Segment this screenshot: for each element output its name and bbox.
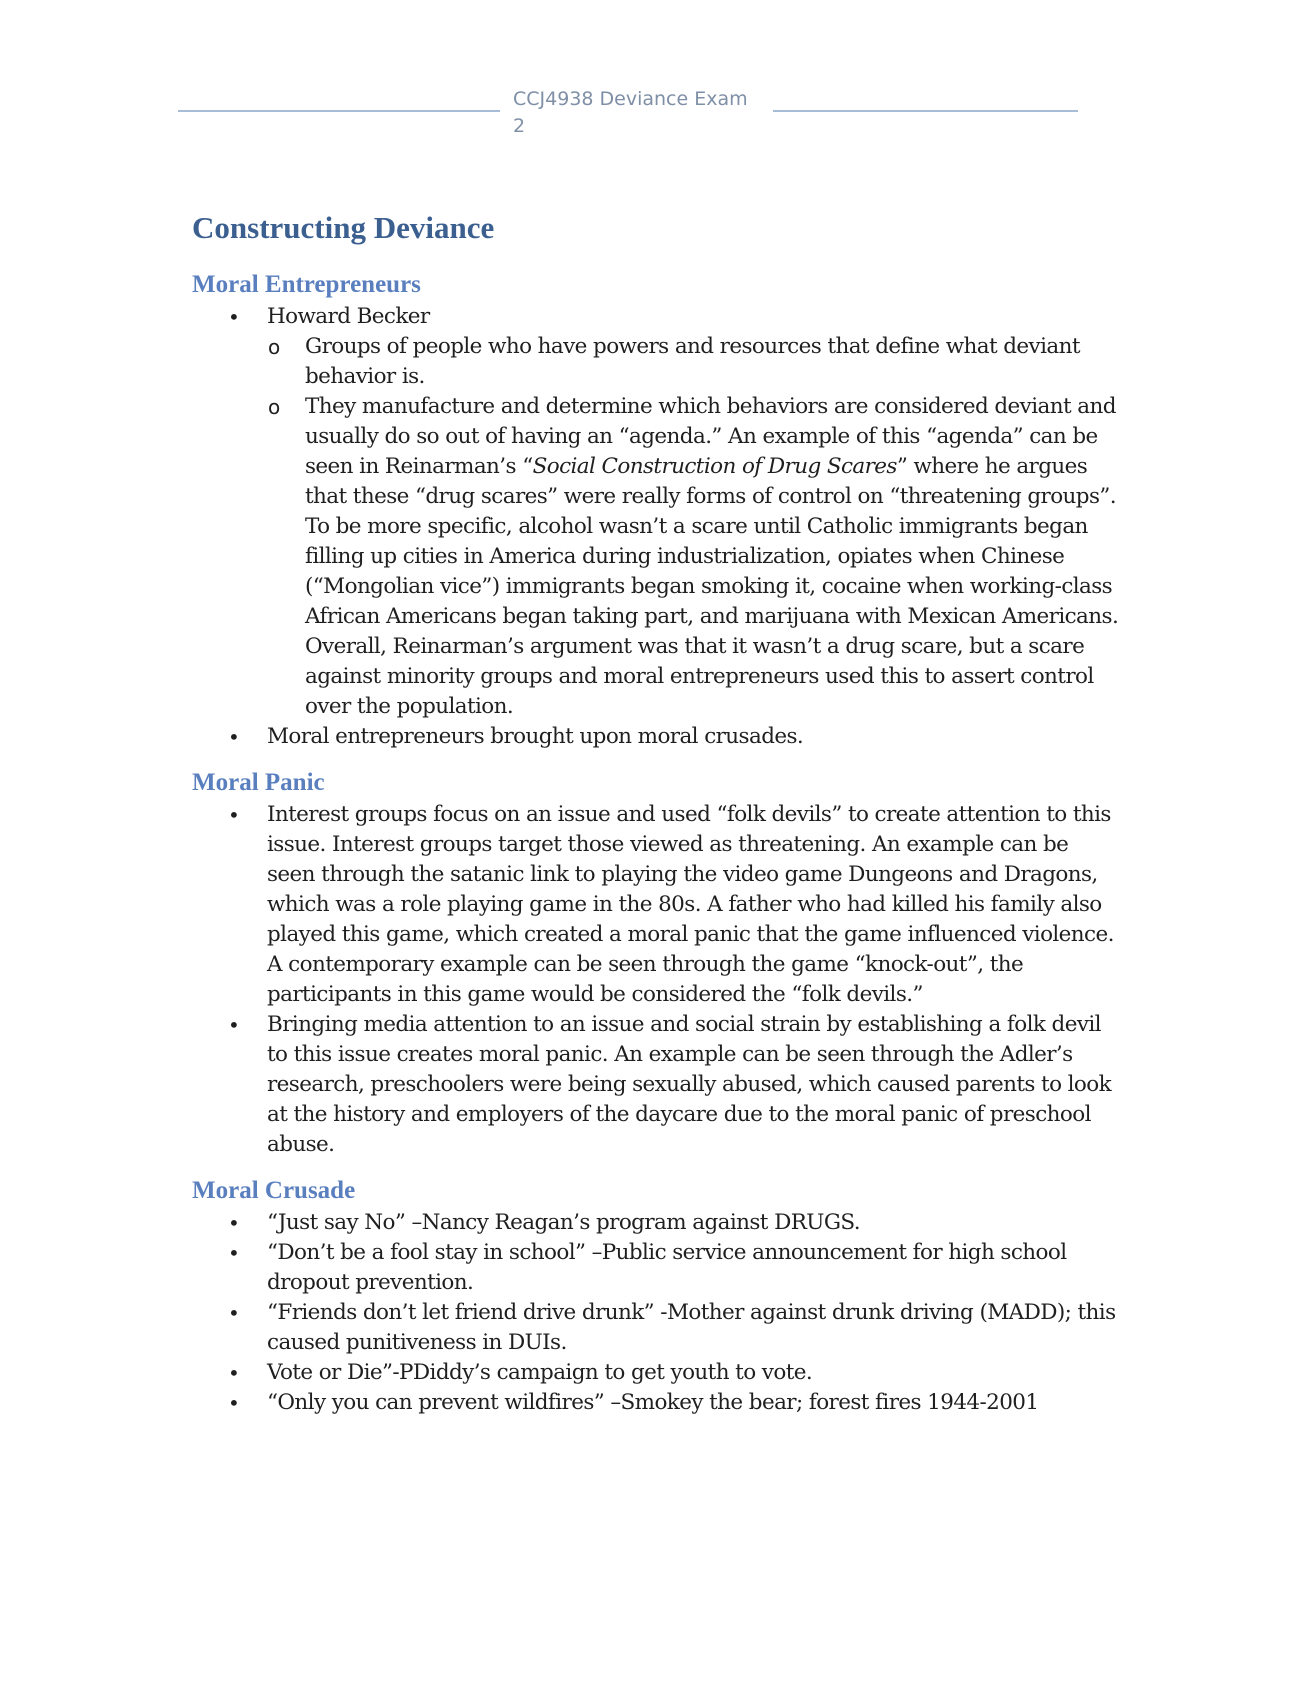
list-item: • Moral entrepreneurs brought upon moral crusades. [192,722,1122,752]
section-moral-panic [192,766,1122,1160]
list-item: • “Just say No” –Nancy Reagan’s program against DRUGS. [192,1208,1122,1238]
section-heading: Moral Entrepreneurs [192,271,421,298]
list-item: • “Don’t be a fool stay in school” –Public service announcement for high school dropout prevention. [192,1238,1122,1298]
page-header [178,86,1078,146]
section-heading: Moral Panic [192,769,325,796]
list-item: • “Friends don’t let friend drive drunk” -Mother against drunk driving (MADD); this caused punitiveness in DUIs. [192,1298,1122,1358]
bullet-list [192,800,1122,1160]
section-heading: Moral Crusade [192,1177,356,1204]
section-moral-entrepreneurs [192,268,1122,752]
bullet-list [192,302,1122,752]
section-moral-crusade [192,1174,1122,1418]
list-item: • Interest groups focus on an issue and used “folk devils” to create attention to this issue. Interest groups target those viewed as threatening. An example can be seen through the satanic link to playing the video game Dungeons and Dragons, which was a role playing game in the 80s. A father who had killed his family also played this game, which created a moral panic that the game influenced violence. A contemporary example can be seen through the game “knock-out”, the participants in this game would be considered the “folk devils.” [192,800,1122,1010]
header-rule-right [773,110,1078,112]
sub-list-item-text: They manufacture and determine which behaviors are considered deviant and usually do so out of having an “agenda.” An example of this “agenda” can be seen in Reinarman’s “ [305,394,1116,479]
sub-list-item [192,392,1122,722]
document-title: Constructing Deviance [192,210,495,245]
bullet-list [192,1208,1122,1418]
italic-title: Social Construction of Drug Scares [532,454,897,479]
list-item-text: Howard Becker [267,304,430,329]
sub-bullet-list [192,332,1122,722]
sub-list-item-text: ” where he argues that these “drug scares” were really forms of control on “threatening groups”. To be more specific, alcohol wasn’t a scare until Catholic immigrants began filling up cities in America during industrialization, opiates when Chinese (“Mongolian vice”) immigrants began smoking it, cocaine when working-class African Americans began taking part, and marijuana with Mexican Americans. Overall, Reinarman’s argument was that it wasn’t a drug scare, but a scare against minority groups and moral entrepreneurs used this to assert control over the population. [305,454,1119,719]
list-item: • Vote or Die”-PDiddy’s campaign to get youth to vote. [192,1358,1122,1388]
header-title: CCJ4938 Deviance Exam 2 [513,88,748,137]
list-item [192,302,1122,722]
document-body [192,208,1122,1432]
list-item: • “Only you can prevent wildfires” –Smokey the bear; forest fires 1944-2001 [192,1388,1122,1418]
sub-list-item: o Groups of people who have powers and resources that define what deviant behavior is. [192,332,1122,392]
list-item: • Bringing media attention to an issue and social strain by establishing a folk devil to this issue creates moral panic. An example can be seen through the Adler’s research, preschoolers were being sexually abused, which caused parents to look at the history and employers of the daycare due to the moral panic of preschool abuse. [192,1010,1122,1160]
header-rule-left [178,110,500,112]
